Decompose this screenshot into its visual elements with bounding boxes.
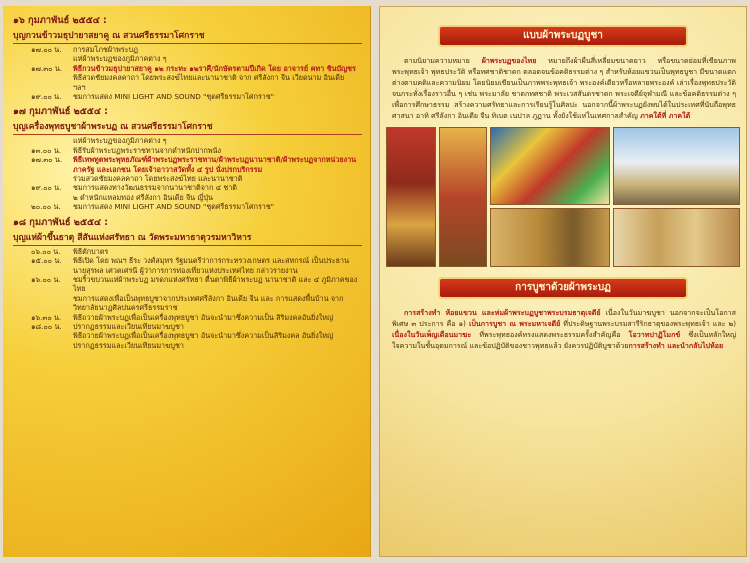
desc: พิธีรับผ้าพระบฏพระราชทานจากตำหนักปากพนัง: [73, 145, 221, 155]
section-title: บุญแห่ผ้าขึ้นธาตุ สีสันแห่งศรัทธา ณ วัดพระมหาธาตุวรมหาวิหาร: [13, 230, 362, 246]
time: ๒๐.๐๐ น.: [31, 202, 61, 212]
desc: พิธีกวนข้าวมธุปายาสยาคู ๑๒ กระทะ ๑๒ราศี/นักษัตรตามปีเกิด โดย อาจารย์ คทา ชินบัญชร: [73, 63, 356, 73]
schedule-row: [13, 174, 362, 183]
highlight-text: ผ้าพระบฏของไทย: [481, 56, 537, 65]
time: [13, 331, 73, 340]
desc: ปรากฏธรรมและเวียนเทียนมาฆบูชา: [73, 321, 184, 331]
time: ๑๕.๐๐ น.: [31, 256, 62, 266]
temple-painting-image: [613, 208, 740, 267]
text: หมายถึงผ้าผืนสี่เหลี่ยมขนาดยาว หรือขนาดย่อมที่เขียนภาพพระพุทธเจ้า พุทธประวัติ หรือทศชาติชาดก ตลอดจนข้อคติธรรมต่าง ๆ สำหรับห้อยแขวนเป็นพุทธบูชา มีขนาดแตกต่างตามคติและความนิยม โดยนิยมเขียนเป็นภาพพระพุทธเจ้า พระองค์เดียวหรือหลายพระองค์ เล่าเรื่องพุทธประวัติ จนกระทั่งเรื่องราวอื่น ๆ เช่น พระมาลัย ชาดกทศชาติ พระเวสสันดรชาดก พระเจดีย์จุฬามณี และข้อคติธรรมต่าง ๆ เพื่อการศึกษาธรรม สร้างความศรัทธาและการเรียนรู้ในศิลปะ นอกจากนี้ผ้าพระบฏยังพบได้ในประเทศที่นับถือพุทธศาสนา อาทิ ศรีลังกา อินเดีย จีน ทิเบต เนปาล ภูฏาน ทั้งยังใช้แห่ในเทศกาลสำคัญ: [392, 56, 736, 120]
desc: ชมการแสดงเพื่อเป็นพุทธบูชาจากประเทศศรีลังกา อินเดีย จีน และ การแสดงพื้นบ้าน จากวิทยาลัยนาฏศิลปนครศรีธรรมราช: [73, 293, 344, 313]
highlight-text: การสร้างทำ และนำกลับไปห้อย: [628, 341, 724, 350]
section-date: ๑๘ กุมภาพันธ์ ๒๕๕๔ :: [13, 216, 109, 228]
text: ที่ประดิษฐานพระบรมสารีริกธาตุของพระพุทธเจ้า และ ๒): [560, 319, 736, 328]
time: ๑๗.๓๐ น.: [31, 63, 63, 73]
desc: พิธีถวายผ้าพระบฏเพื่อเป็นเครื่องพุทธบูชา อันจะนำมาซึ่งความเป็น สิริมงคลอันยิ่งใหญ่: [73, 312, 334, 322]
section-date: ๑๖ กุมภาพันธ์ ๒๕๕๔ :: [13, 15, 107, 26]
schedule-row: [13, 247, 362, 256]
time: ๑๗.๓๐ น.: [31, 155, 63, 165]
schedule-row: [13, 256, 362, 265]
desc: ร่วมสวดชัยมงคลคาถา โดยพระสงฆ์ไทย และนานาชาติ: [73, 174, 243, 184]
banner-title-2: การบูชาด้วยผ้าพระบฏ: [438, 277, 688, 299]
time: [13, 341, 73, 350]
schedule-row: [13, 193, 362, 202]
schedule-row: [13, 45, 362, 54]
mural-image: [490, 208, 610, 267]
desc: พิธีตักบาตร: [73, 246, 109, 256]
schedule-row: [13, 146, 362, 155]
schedule-row: [13, 92, 362, 101]
desc: แห่ผ้าพระบฏของภูมิภาคต่าง ๆ: [73, 136, 167, 146]
desc: พิธีถวายผ้าพระบฏเพื่อเป็นเครื่องพุทธบูชา อันจะนำมาซึ่งความเป็นสิริมงคล อันยิ่งใหญ่: [73, 331, 334, 341]
schedule-row: [13, 136, 362, 145]
desc: ชมริ้วขบวนแห่ผ้าพระบฏ มรดกแห่งศรัทธา ตื่นตาพิธีผ้าพระบฏ นานาชาติ และ ๔ ภูมิภาคของไทย: [73, 274, 358, 294]
text: เนื่องในวันมาฆบูชา นอกจากจะเป็นโอกาสพิเศษ ๓ ประการ คือ ๑): [392, 308, 736, 328]
time: ๑๗.๐๐ น.: [31, 45, 62, 54]
highlight-text: ภาคใต้ที่ ภาคใต้: [640, 111, 691, 120]
banner-title-1: แบบผ้าพระบฏบูชา: [438, 25, 688, 47]
schedule-row: [13, 294, 362, 313]
section-title: บุญกวนข้าวมธุปายาสยาคู ณ สวนศรีธรรมาโศกราช: [13, 28, 362, 44]
desc: ปรากฏธรรมและเวียนเทียนมาฆบูชา: [73, 340, 184, 350]
time: [13, 266, 73, 275]
desc: การสมโภชผ้าพระบฏ: [73, 45, 138, 54]
time: [13, 174, 73, 183]
text: ตามนิยามความหมาย: [404, 56, 482, 65]
photo-strip: [386, 127, 740, 267]
schedule-row: [13, 331, 362, 340]
time: ๑๙.๐๐ น.: [31, 183, 62, 193]
schedule-row: [13, 313, 362, 322]
desc: ชมการแสดง MINI LIGHT AND SOUND "ชุดศรีธรรมาโศกราช": [73, 92, 275, 102]
pagoda-banner-image: [386, 127, 436, 267]
schedule-row: [13, 275, 362, 294]
desc: นายสุรพล เศวตเศรนี ผู้ว่าการการท่องเที่ยวแห่งประเทศไทย กล่าวรายงาน: [73, 265, 298, 275]
section-title: บุญเครื่องพุทธบูชาผ้าพระบฏ ณ สวนศรีธรรมาโศกราช: [13, 119, 362, 135]
schedule-row: [13, 266, 362, 275]
paragraph-2: [380, 299, 746, 351]
schedule-row: [13, 202, 362, 211]
desc: พิธีเทพทูตพระพุทธภัณฑ์ผ้าพระบฏพระราชทาน/ผ้าพระบฏนานาชาติ/ผ้าพระบฏจากหน่วยงานภาครัฐ และเอกชน โดยเจ้าอาวาสวัดทั้ง ๔ รูป นั่งปรกบริกรรม: [73, 155, 357, 174]
time: ๑๙.๐๐ น.: [31, 92, 62, 102]
highlight-text: การสร้างทำ ห้อยแขวน และห่มผ้าพระบฏบูชาพระบรมธาตุเจดีย์: [404, 308, 601, 317]
schedule-section-3: [13, 215, 362, 350]
highlight-text: โอวาทปาฏิโมกข์: [628, 330, 681, 339]
time: [13, 54, 73, 63]
highlight-text: เป็นการบูชา ณ พระมหาเจดีย์: [468, 319, 561, 328]
schedule-row: [13, 341, 362, 350]
prayer-flags-image: [490, 127, 610, 205]
time: [13, 73, 73, 92]
schedule-row: [13, 183, 362, 192]
time: ๑๖.๐๐ น.: [31, 274, 61, 284]
time: [13, 193, 73, 202]
paragraph-1: [380, 47, 746, 121]
schedule-row: [13, 64, 362, 73]
time: [13, 294, 73, 313]
time: ๑๘.๐๐ น.: [31, 321, 62, 331]
text: ที่พระพุทธองค์ทรงแสดงพระธรรมครั้งสำคัญคือ: [471, 330, 629, 339]
time: ๑๓.๐๐ น.: [31, 145, 62, 155]
desc: พิธีเปิด โดย พณฯ ธีระ วงศ์สมุทร รัฐมนตรีว่าการกระทรวงเกษตร และสหกรณ์ เป็นประธาน: [73, 256, 349, 266]
schedule-page: [3, 6, 371, 557]
schedule-section-2: [13, 104, 362, 211]
desc: พิธีสวดชัยมงคลคาถา โดยพระสงฆ์ไทยและนานาชาติ จาก ศรีลังกา จีน เวียดนาม อินเดีย ฯลฯ: [73, 73, 345, 92]
stupa-image: [613, 127, 740, 205]
schedule-row: [13, 322, 362, 331]
schedule-section-1: [13, 13, 362, 101]
schedule-row: [13, 73, 362, 92]
time: ๐๖.๐๐ น.: [31, 246, 61, 256]
section-date: ๑๗ กุมภาพันธ์ ๒๕๕๔ :: [13, 106, 108, 118]
time: ๑๖.๓๐ น.: [31, 312, 62, 322]
schedule-row: [13, 155, 362, 174]
desc: ชมการแสดงทางวัฒนธรรมจากนานาชาติจาก ๔ ชาติ: [73, 183, 237, 193]
schedule-row: [13, 54, 362, 63]
desc: ชมการแสดง MINI LIGHT AND SOUND "ชุดศรีธรรมาโศกราช": [73, 202, 275, 212]
info-page: [379, 6, 747, 557]
highlight-text: เนื่องในวันเพ็ญเดือนมาฆะ: [392, 330, 472, 339]
painted-banner-image: [439, 127, 487, 267]
desc: แห่ผ้าพระบฏของภูมิภาคต่าง ๆ: [73, 54, 167, 64]
text: ซึ่งเป็นหลักใหญ่ใจความในชั้นอุดมการณ์ และข้อปฏิบัติของชาวพุทธแล้ว ยังควรปฏิบัติบูชาด้วย: [392, 330, 736, 350]
time: [13, 136, 73, 145]
desc: ๒ ตำหนักแหลมทอง ศรีลังกา อินเดีย จีน ญี่ปุ่น: [73, 192, 213, 202]
